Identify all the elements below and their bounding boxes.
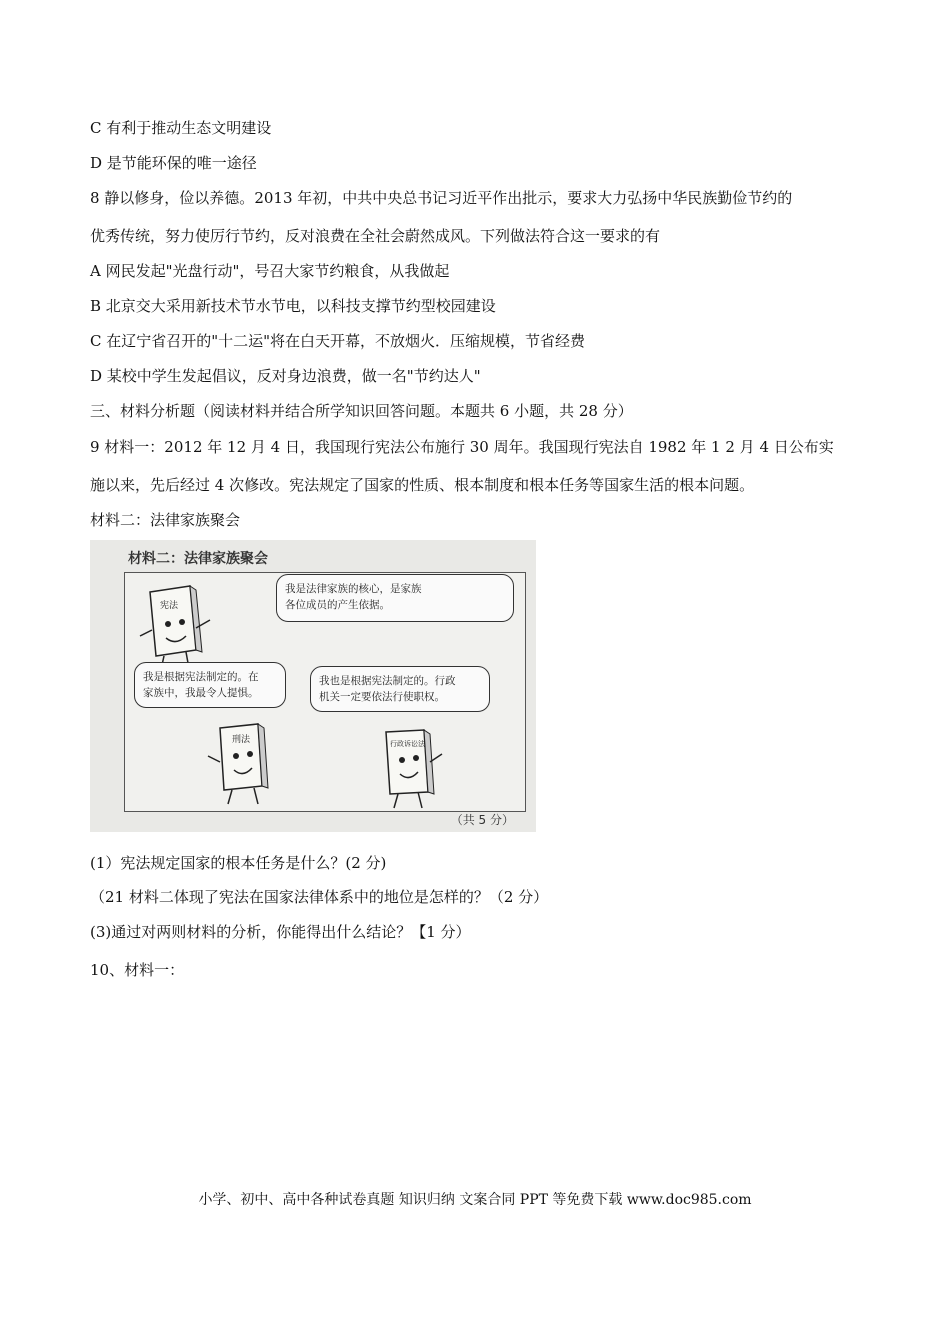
section-3-heading: 三、材料分析题（阅读材料并结合所学知识回答问题。本题共 6 小题，共 28 分） xyxy=(90,402,633,420)
option-d-line: D 是节能环保的唯一途径 xyxy=(90,154,257,172)
sub-question-3: (3)通过对两则材料的分析，你能得出什么结论？【1 分） xyxy=(90,923,471,941)
admin-law-book-icon xyxy=(386,730,442,808)
page-footer: 小学、初中、高中各种试卷真题 知识归纳 文案合同 PPT 等免费下载 www.doc985.com xyxy=(198,1192,752,1208)
question-9-material-1-line-2: 施以来，先后经过 4 次修改。宪法规定了国家的性质、根本制度和根本任务等国家生活的根本问题。 xyxy=(90,476,755,494)
q8-option-d: D 某校中学生发起倡议，反对身边浪费，做一名"节约达人" xyxy=(90,367,481,385)
speech-bubble-criminal-law: 我是根据宪法制定的。在 家族中，我最令人提惧。 xyxy=(134,662,286,708)
law-family-illustration xyxy=(90,540,536,832)
speech-bubble-constitution: 我是法律家族的核心，是家族 各位成员的产生依据。 xyxy=(276,574,514,622)
question-9-material-1-line-1: 9 材料一：2012 年 12 月 4 日，我国现行宪法公布施行 30 周年。我国现行宪法自 1982 年 1 2 月 4 日公布实 xyxy=(90,438,834,456)
speech-bubble-admin-law: 我也是根据宪法制定的。行政 机关一定要依法行使职权。 xyxy=(310,666,490,712)
criminal-law-book-icon xyxy=(208,724,268,804)
question-8-line-1: 8 静以修身，俭以养德。2013 年初，中共中央总书记习近平作出批示，要求大力弘扬中华民族勤俭节约的 xyxy=(90,189,793,207)
figure-title: 材料二：法律家族聚会 xyxy=(128,551,268,567)
book-2-label: 刑法 xyxy=(232,735,251,745)
question-10-heading: 10、材料一： xyxy=(90,961,185,979)
question-8-line-2: 优秀传统，努力使厉行节约，反对浪费在全社会蔚然成风。下列做法符合这一要求的有 xyxy=(90,227,661,245)
constitution-book-icon xyxy=(140,586,210,674)
material-2-caption: 材料二：法律家族聚会 xyxy=(90,511,241,529)
option-c-line: C 有利于推动生态文明建设 xyxy=(90,119,272,137)
q8-option-c: C 在辽宁省召开的"十二运"将在白天开幕，不放烟火．压缩规模，节省经费 xyxy=(90,332,586,350)
q8-option-b: B 北京交大采用新技术节水节电，以科技支撑节约型校园建设 xyxy=(90,297,496,315)
q8-option-a: A 网民发起"光盘行动"，号召大家节约粮食，从我做起 xyxy=(90,262,450,280)
sub-question-1: (1）宪法规定国家的根本任务是什么？(2 分) xyxy=(90,854,387,872)
sub-question-2: （21 材料二体现了宪法在国家法律体系中的地位是怎样的？（2 分） xyxy=(90,888,549,906)
book-3-label: 行政诉讼法 xyxy=(390,740,425,748)
book-1-label: 宪法 xyxy=(160,601,179,611)
figure-score: （共 5 分） xyxy=(450,813,514,827)
